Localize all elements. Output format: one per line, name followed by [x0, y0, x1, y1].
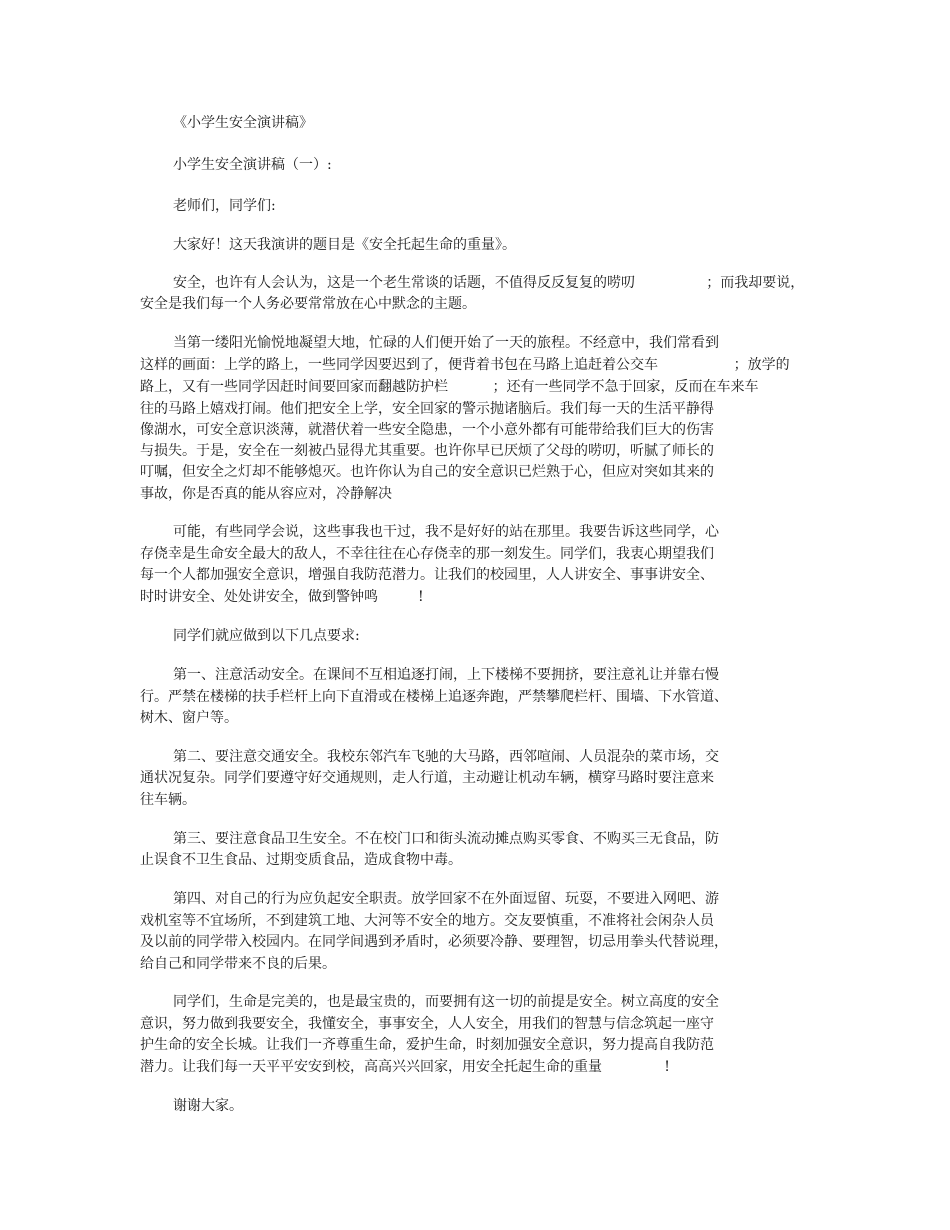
paragraph-line: 叮嘱，但安全之灯却不能够熄灭。也许你认为自己的安全意识已烂熟于心，但应对突如其来的	[140, 464, 714, 480]
document-subtitle: 小学生安全演讲稿（一）:	[173, 157, 332, 173]
paragraph-line: 意识，努力做到我要安全，我懂安全，事事安全，人人安全，用我们的智慧与信念筑起一座守	[140, 1016, 714, 1032]
paragraph-line: 大家好！这天我演讲的题目是《安全托起生命的重量》。	[173, 237, 516, 253]
paragraph-line: 时时讲安全、处处讲安全，做到警钟鸣 !	[140, 589, 424, 605]
paragraph-line: 第一、注意活动安全。在课间不互相追逐打闹，上下楼梯不要拥挤，要注意礼让并靠右慢	[173, 667, 719, 683]
paragraph-line: 止误食不卫生食品、过期变质食品，造成食物中毒。	[140, 852, 462, 868]
paragraph-line: 给自己和同学带来不良的后果。	[140, 956, 336, 972]
paragraph-line: 可能，有些同学会说，这些事我也干过，我不是好好的站在那里。我要告诉这些同学，心	[173, 524, 719, 540]
paragraph-line: 当第一缕阳光愉悦地凝望大地，忙碌的人们便开始了一天的旅程。不经意中，我们常看到	[173, 335, 719, 351]
paragraph-line: 护生命的安全长城。让我们一齐尊重生命，爱护生命，时刻加强安全意识，努力提高自我防范	[140, 1037, 714, 1053]
paragraph-line: 往车辆。	[140, 792, 196, 808]
document-title: 《小学生安全演讲稿》	[173, 115, 313, 131]
paragraph-line: 安全是我们每一个人务必要常常放在心中默念的主题。	[140, 296, 476, 312]
paragraph-line: 同学们，生命是完美的，也是最宝贵的，而要拥有这一切的前提是安全。树立高度的安全	[173, 994, 719, 1010]
paragraph-line: 及以前的同学带入校园内。在同学间遇到矛盾时，必须要冷静、要理智，切忌用拳头代替说理，	[140, 934, 728, 950]
paragraph-line: 树木、窗户等。	[140, 710, 238, 726]
paragraph-line: 第三、要注意食品卫生安全。不在校门口和街头流动摊点购买零食、不购买三无食品，防	[173, 831, 719, 847]
paragraph-line: 像湖水，可安全意识淡薄，就潜伏着一些安全隐患，一个小意外都有可能带给我们巨大的伤害	[140, 422, 714, 438]
paragraph-line: 行。严禁在楼梯的扶手栏杆上向下直滑或在楼梯上追逐奔跑，严禁攀爬栏杆、围墙、下水管道、	[140, 689, 728, 705]
paragraph-line: 这样的画面：上学的路上，一些同学因要迟到了，便背着书包在马路上追赶着公交车 ；放学的	[140, 357, 790, 373]
paragraph-line: 与损失。于是，安全在一刻被凸显得尤其重要。也许你早已厌烦了父母的唠叨，听腻了师长的	[140, 443, 714, 459]
paragraph-line: 事故，你是否真的能从容应对，冷静解决	[140, 486, 392, 502]
paragraph-line: 路上，又有一些同学因赶时间要回家而翻越防护栏 ；还有一些同学不急于回家，反而在车来车	[140, 379, 759, 395]
paragraph-line: 第四、对自己的行为应负起安全职责。放学回家不在外面逗留、玩耍，不要进入网吧、游	[173, 891, 719, 907]
salutation: 老师们，同学们:	[173, 198, 276, 214]
paragraph-line: 通状况复杂。同学们要遵守好交通规则，走人行道，主动避让机动车辆，横穿马路时要注意来	[140, 770, 714, 786]
paragraph-line: 安全，也许有人会认为，这是一个老生常谈的话题，不值得反反复复的唠叨 ；而我却要说，	[173, 275, 805, 291]
paragraph-line: 戏机室等不宜场所，不到建筑工地、大河等不安全的地方。交友要慎重，不准将社会闲杂人员	[140, 913, 714, 929]
closing-line: 谢谢大家。	[173, 1098, 243, 1114]
paragraph-line: 同学们就应做到以下几点要求:	[173, 628, 360, 644]
paragraph-line: 每一个人都加强安全意识，增强自我防范潜力。让我们的校园里，人人讲安全、事事讲安全、	[140, 567, 714, 583]
paragraph-line: 存侥幸是生命安全最大的敌人，不幸往往在心存侥幸的那一刻发生。同学们，我衷心期望我们	[140, 546, 714, 562]
paragraph-line: 往的马路上嬉戏打闹。他们把安全上学，安全回家的警示抛诸脑后。我们每一天的生活平静得	[140, 401, 714, 417]
paragraph-line: 第二、要注意交通安全。我校东邻汽车飞驰的大马路，西邻喧闹、人员混杂的菜市场，交	[173, 749, 719, 765]
paragraph-line: 潜力。让我们每一天平平安安到校，高高兴兴回家，用安全托起生命的重量 !	[140, 1059, 670, 1075]
